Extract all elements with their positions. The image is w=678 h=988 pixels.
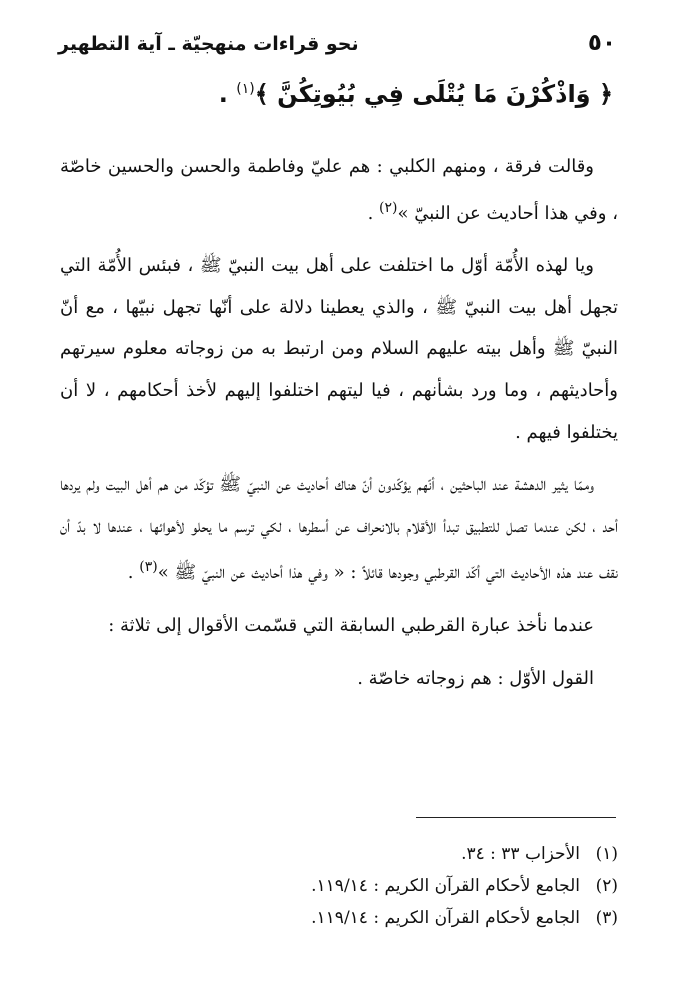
paragraph — [60, 146, 618, 234]
footnote-text: الجامع لأحكام القرآن الكريم : ١١٩/١٤. — [311, 908, 580, 928]
verse-end: . — [218, 80, 228, 108]
footnote-number: (٣) — [595, 908, 618, 928]
footnotes — [60, 838, 618, 934]
paragraph-text: عندما نأخذ عبارة القرطبي السابقة التي قسّمت الأقوال إلى ثلاثة : — [108, 614, 594, 636]
paragraph-text: وممّا يثير الدهشة عند الباحثين ، أنّهم يؤكّدون أنّ هناك أحاديث عن النبيّ ﷺ تؤكّد من هم أهل البيت ولم يردها أحد ، لكن عندما تصل للتطبيق تبدأ الأقلام بالانحراف عن أسطرها ، لكي ترسم ما يحلو لأهوائها ، عندها لا بدّ أن نقف عند هذه الأحاديث التي أكّد القرطبي وجودها قائلاً : « وفي هذا أحاديث عن النبيّ ﷺ » — [60, 474, 618, 584]
paragraph — [60, 605, 618, 647]
page-header — [58, 30, 616, 62]
footnote-ref: (٢) — [379, 199, 398, 216]
paragraph-text: القول الأوّل : هم زوجاته خاصّة . — [357, 667, 594, 689]
paragraph-text: وقالت فرقة ، ومنهم الكلبي : هم عليّ وفاطمة والحسن والحسين خاصّة ، وفي هذا أحاديث عن النبيّ » — [60, 156, 618, 224]
footnote-text: الأحزاب ٣٣ : ٣٤. — [461, 844, 580, 864]
footnote — [60, 902, 618, 934]
quran-verse — [40, 80, 613, 108]
paragraph-end: . — [367, 202, 374, 224]
paragraph — [60, 658, 618, 700]
paragraph — [60, 464, 618, 594]
footnote-separator — [416, 817, 616, 818]
footnote-text: الجامع لأحكام القرآن الكريم : ١١٩/١٤. — [311, 876, 580, 896]
paragraph-end: . — [127, 562, 134, 584]
footnote-ref: (٣) — [139, 559, 158, 576]
running-title: نحو قراءات منهجيّة ـ آية التطهير — [58, 33, 359, 55]
footnote-ref: (١) — [236, 81, 255, 97]
paragraph — [60, 245, 618, 453]
footnote — [60, 870, 618, 902]
page-number: ٥٠ — [587, 30, 616, 56]
footnote-number: (١) — [595, 844, 618, 864]
verse-text: ﴿ وَاذْكُرْنَ مَا يُتْلَى فِي بُيُوتِكُنَّ ﴾ — [254, 80, 613, 108]
footnote-number: (٢) — [595, 876, 618, 896]
footnote — [60, 838, 618, 870]
paragraph-text: ويا لهذه الأُمّة أوّل ما اختلفت على أهل بيت النبيّ ﷺ ، فبئس الأُمّة التي تجهل أهل بيت النبيّ ﷺ ، والذي يعطينا دلالة على أنّها تجهل نبيّها ، مع أنّ النبيّ ﷺ وأهل بيته عليهم السلام ومن ارتبط به من زوجاته معلوم سيرتهم وأحاديثهم ، وما ورد بشأنهم ، فيا ليتهم اختلفوا إليهم لأخذ أحكامهم ، لا أن يختلفوا فيهم . — [60, 255, 618, 443]
body-text — [60, 146, 618, 710]
